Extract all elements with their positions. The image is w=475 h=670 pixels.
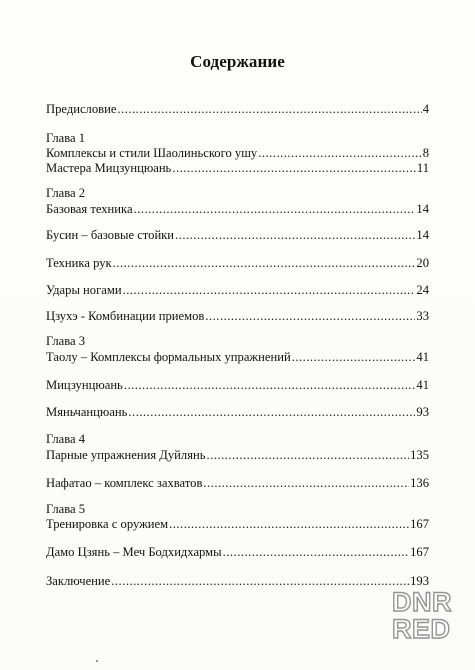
toc-entry [46, 516, 429, 532]
toc-entry-preface [46, 101, 429, 117]
watermark-line-1: DNR [392, 587, 452, 617]
leader-dots [258, 145, 422, 161]
toc-entry-conclusion [46, 573, 429, 589]
toc-entry-label: Бусин – базовые стойки [46, 228, 175, 242]
leader-dots [123, 282, 416, 298]
toc-entry [46, 544, 429, 560]
leader-dots [175, 227, 415, 243]
toc-entry-label: Парные упражнения Дуйлянь [46, 448, 206, 462]
toc-page-number: 135 [410, 448, 429, 462]
toc-page-number: 167 [410, 517, 429, 531]
toc-entry-label: Базовая техника [46, 202, 133, 216]
toc-entry-label: Дамо Цзянь – Меч Бодхидхармы [46, 545, 222, 559]
toc-title: Содержание [190, 52, 285, 71]
toc-entry [46, 349, 429, 365]
leader-dots [292, 349, 416, 365]
toc-page-number: 41 [416, 378, 429, 392]
toc-page-number: 20 [416, 256, 429, 270]
toc-entry-label: Предисловие [46, 102, 117, 116]
toc-page-number: 41 [416, 350, 429, 364]
leader-dots [206, 447, 409, 463]
toc-entry [46, 308, 429, 324]
leader-dots [128, 404, 415, 420]
leader-dots [111, 573, 409, 589]
leader-dots [223, 544, 410, 560]
toc-entry [46, 404, 429, 420]
toc-entry-label: Мяньчанцюань [46, 405, 128, 419]
chapter-heading-3: Глава 3 [46, 334, 86, 348]
toc-page-number: 14 [416, 228, 429, 242]
toc-page-number: 33 [416, 309, 429, 323]
paper-speck [96, 660, 98, 662]
toc-page-number: 24 [416, 283, 429, 297]
toc-entry-label: Нафатао – комплекс захватов [46, 476, 203, 490]
toc-page-number: 11 [416, 161, 429, 175]
toc-entry [46, 282, 429, 298]
toc-entry-label: Комплексы и стили Шаолиньского ушу [46, 146, 258, 160]
toc-page-number: 4 [422, 102, 429, 116]
toc-entry-label: Удары ногами [46, 283, 122, 297]
toc-entry [46, 201, 429, 217]
toc-page-number: 193 [410, 574, 429, 588]
toc-entry [46, 255, 429, 271]
toc-page-number: 14 [416, 202, 429, 216]
leader-dots [117, 101, 421, 117]
toc-entry-label: Мицзунцюань [46, 378, 123, 392]
toc-entry-label: Таолу – Комплексы формальных упражнений [46, 350, 291, 364]
chapter-heading-1: Глава 1 [46, 131, 86, 145]
toc-entry [46, 145, 429, 161]
leader-dots [203, 475, 409, 491]
leader-dots [205, 308, 415, 324]
toc-entry [46, 227, 429, 243]
watermark-line-2: RED [392, 614, 451, 644]
chapter-heading-5: Глава 5 [46, 502, 86, 516]
toc-entry-label: Заключение [46, 574, 111, 588]
leader-dots [124, 377, 416, 393]
toc-page-number: 93 [416, 405, 429, 419]
chapter-heading-4: Глава 4 [46, 432, 86, 446]
toc-page-number: 167 [410, 545, 429, 559]
toc-entry-label: Мастера Мицзунцюань [46, 161, 172, 175]
leader-dots [172, 160, 416, 176]
toc-entry-label: Техника рук [46, 256, 112, 270]
toc-entry-label: Цзухэ - Комбинации приемов [46, 309, 205, 323]
toc-entry-label: Тренировка с оружием [46, 517, 169, 531]
leader-dots [134, 201, 416, 217]
toc-page-number: 8 [422, 146, 429, 160]
leader-dots [169, 516, 409, 532]
leader-dots [113, 255, 416, 271]
watermark-logo [392, 589, 466, 649]
toc-page-number: 136 [410, 476, 429, 490]
toc-entry [46, 377, 429, 393]
toc-entry [46, 160, 429, 176]
toc-entry [46, 475, 429, 491]
toc-entry [46, 447, 429, 463]
chapter-heading-2: Глава 2 [46, 186, 86, 200]
